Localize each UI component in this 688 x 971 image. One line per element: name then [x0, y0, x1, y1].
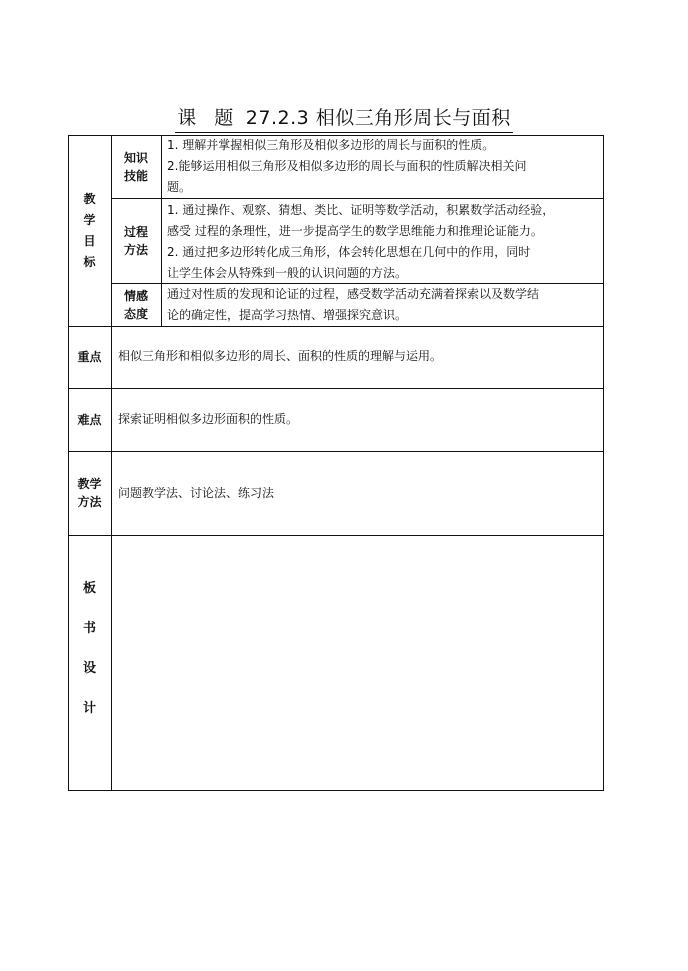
key-points-text: 相似三角形和相似多边形的周长、面积的性质的理解与运用。 — [118, 349, 443, 363]
sub-label-divider — [161, 135, 162, 326]
lesson-title — [0, 103, 688, 133]
emotion-attitude-text: 通过对性质的发现和论证的过程，感受数学活动充满着探索以及数学结 论的确定性，提高学习热情、增强探究意识。 — [167, 287, 540, 322]
process-methods-label: 过程 方法 — [123, 224, 148, 257]
teaching-methods-label: 教学 方法 — [77, 477, 102, 509]
section-divider — [68, 388, 604, 389]
difficulties-label: 难点 — [77, 412, 102, 427]
section-divider — [68, 451, 604, 452]
difficulties-text: 探索证明相似多边形面积的性质。 — [118, 412, 299, 426]
knowledge-skills-label: 知识 技能 — [123, 150, 148, 183]
title-label: 课 题 — [177, 107, 240, 129]
section-divider — [68, 326, 604, 327]
knowledge-skills-text: 1. 理解并掌握相似三角形及相似多边形的周长与面积的性质。 2.能够运用相似三角形及相似多边形的周长与面积的性质解决相关问 题。 — [167, 138, 527, 194]
board-design-area[interactable] — [112, 536, 603, 790]
teaching-methods-text: 问题教学法、讨论法、练习法 — [118, 486, 275, 500]
row-divider — [111, 198, 604, 199]
key-points-label: 重点 — [77, 350, 102, 364]
board-design-label: 板 书 设 计 — [82, 581, 96, 716]
objectives-label: 教 学 目 标 — [83, 192, 96, 269]
process-methods-text: 1. 通过操作、观察、猜想、类比、证明等数学活动，积累数学活动经验， 感受 过程的条理性，进一步提高学生的数学思维能力和推理论证能力。 2. 通过把多边形转化成三角形，体会转化思想在几何中的作用，同时 让学生体会从特殊到一般的认识问题的方法。 — [167, 203, 555, 280]
emotion-attitude-label: 情感 态度 — [123, 288, 148, 321]
title-text: 27.2.3 相似三角形周长与面积 — [245, 107, 511, 129]
